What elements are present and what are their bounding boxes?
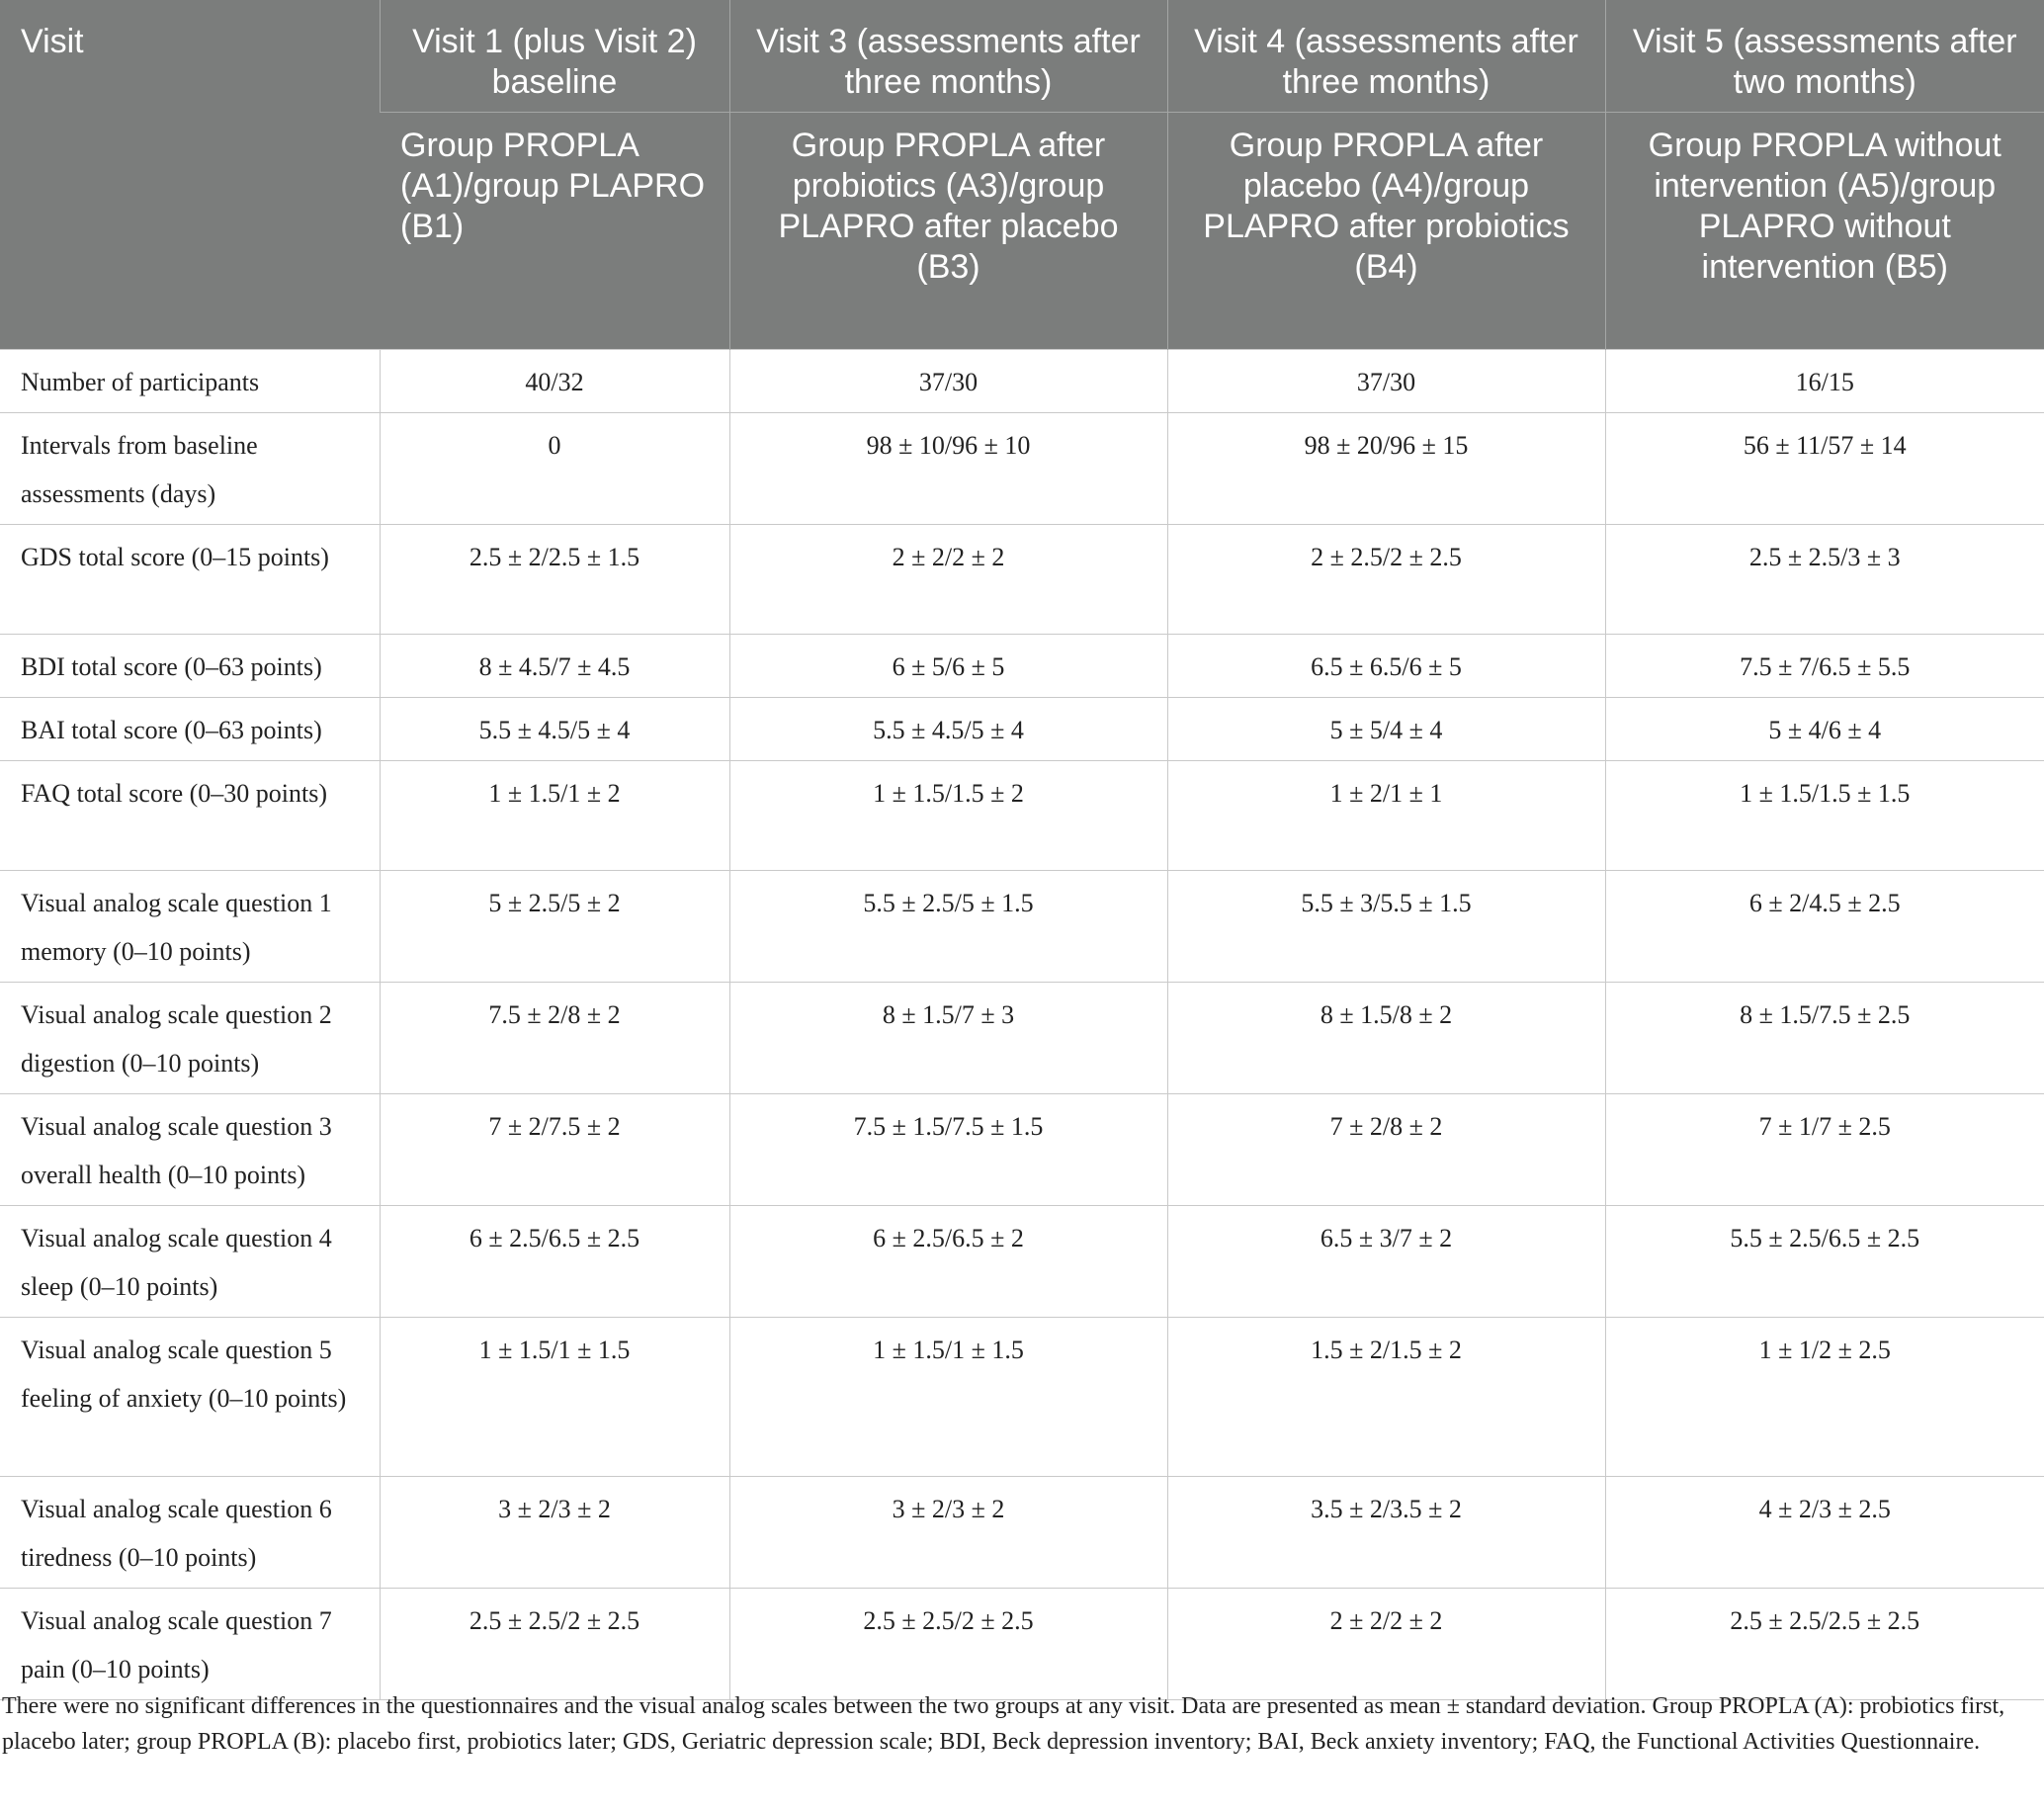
row-label: Visual analog scale question 6 tiredness (0–10 points) [0, 1476, 380, 1588]
row-label: Intervals from baseline assessments (days) [0, 412, 380, 524]
table-row [0, 1205, 2044, 1317]
cell-value: 16/15 [1605, 349, 2044, 412]
row-label: Visual analog scale question 7 pain (0–10 points) [0, 1588, 380, 1699]
cell-value: 5.5 ± 2.5/5 ± 1.5 [729, 870, 1167, 982]
header-visit-4: Visit 4 (assessments after three months) [1167, 0, 1605, 112]
table-row [0, 982, 2044, 1093]
row-label: Visual analog scale question 3 overall health (0–10 points) [0, 1093, 380, 1205]
cell-value: 1 ± 2/1 ± 1 [1167, 760, 1605, 870]
row-label: BAI total score (0–63 points) [0, 697, 380, 760]
header-visit-label: Visit [0, 0, 380, 349]
row-label: Visual analog scale question 4 sleep (0–10 points) [0, 1205, 380, 1317]
cell-value: 5.5 ± 4.5/5 ± 4 [729, 697, 1167, 760]
header-visit-1: Visit 1 (plus Visit 2) baseline [380, 0, 729, 112]
cell-value: 98 ± 20/96 ± 15 [1167, 412, 1605, 524]
cell-value: 2 ± 2.5/2 ± 2.5 [1167, 524, 1605, 634]
row-label: BDI total score (0–63 points) [0, 634, 380, 697]
cell-value: 1 ± 1.5/1.5 ± 2 [729, 760, 1167, 870]
table-row [0, 412, 2044, 524]
cell-value: 1.5 ± 2/1.5 ± 2 [1167, 1317, 1605, 1476]
cell-value: 1 ± 1.5/1 ± 1.5 [729, 1317, 1167, 1476]
row-label: Number of participants [0, 349, 380, 412]
cell-value: 6.5 ± 3/7 ± 2 [1167, 1205, 1605, 1317]
cell-value: 37/30 [729, 349, 1167, 412]
cell-value: 56 ± 11/57 ± 14 [1605, 412, 2044, 524]
table-row [0, 1588, 2044, 1699]
header-group-visit-3: Group PROPLA after probiotics (A3)/group PLAPRO after placebo (B3) [729, 112, 1167, 349]
table-row [0, 1093, 2044, 1205]
cell-value: 6 ± 2.5/6.5 ± 2 [729, 1205, 1167, 1317]
cell-value: 7.5 ± 7/6.5 ± 5.5 [1605, 634, 2044, 697]
cell-value: 1 ± 1.5/1 ± 1.5 [380, 1317, 729, 1476]
row-label: Visual analog scale question 1 memory (0–10 points) [0, 870, 380, 982]
header-visit-5: Visit 5 (assessments after two months) [1605, 0, 2044, 112]
cell-value: 8 ± 1.5/7.5 ± 2.5 [1605, 982, 2044, 1093]
cell-value: 3.5 ± 2/3.5 ± 2 [1167, 1476, 1605, 1588]
cell-value: 2.5 ± 2.5/2.5 ± 2.5 [1605, 1588, 2044, 1699]
cell-value: 6 ± 2.5/6.5 ± 2.5 [380, 1205, 729, 1317]
cell-value: 1 ± 1.5/1 ± 2 [380, 760, 729, 870]
cell-value: 5 ± 2.5/5 ± 2 [380, 870, 729, 982]
table-row [0, 524, 2044, 634]
cell-value: 6 ± 2/4.5 ± 2.5 [1605, 870, 2044, 982]
cell-value: 5 ± 4/6 ± 4 [1605, 697, 2044, 760]
cell-value: 6 ± 5/6 ± 5 [729, 634, 1167, 697]
cell-value: 7 ± 2/8 ± 2 [1167, 1093, 1605, 1205]
cell-value: 37/30 [1167, 349, 1605, 412]
header-group-visit-5: Group PROPLA without intervention (A5)/group PLAPRO without intervention (B5) [1605, 112, 2044, 349]
row-label: FAQ total score (0–30 points) [0, 760, 380, 870]
header-row-visits [0, 0, 2044, 112]
table-body [0, 349, 2044, 1699]
cell-value: 5.5 ± 2.5/6.5 ± 2.5 [1605, 1205, 2044, 1317]
cell-value: 2.5 ± 2.5/2 ± 2.5 [380, 1588, 729, 1699]
cell-value: 7.5 ± 2/8 ± 2 [380, 982, 729, 1093]
cell-value: 5 ± 5/4 ± 4 [1167, 697, 1605, 760]
cell-value: 2.5 ± 2.5/2 ± 2.5 [729, 1588, 1167, 1699]
cell-value: 2.5 ± 2/2.5 ± 1.5 [380, 524, 729, 634]
table-footnote: There were no significant differences in the questionnaires and the visual analog scales between the two groups at any visit. Data are presented as mean ± standard deviation. Group PROPLA (A): probiotics first, placebo later; group PROPLA (B): placebo first, probiotics later; GDS, Geriatric depression scale; BDI, Beck depression inventory; BAI, Beck anxiety inventory; FAQ, the Functional Activities Questionnaire. [2, 1693, 2005, 1755]
cell-value: 8 ± 1.5/7 ± 3 [729, 982, 1167, 1093]
cell-value: 1 ± 1/2 ± 2.5 [1605, 1317, 2044, 1476]
cell-value: 1 ± 1.5/1.5 ± 1.5 [1605, 760, 2044, 870]
cell-value: 6.5 ± 6.5/6 ± 5 [1167, 634, 1605, 697]
cell-value: 40/32 [380, 349, 729, 412]
table-header [0, 0, 2044, 349]
cell-value: 8 ± 4.5/7 ± 4.5 [380, 634, 729, 697]
cell-value: 3 ± 2/3 ± 2 [380, 1476, 729, 1588]
table-row [0, 1476, 2044, 1588]
table-row [0, 634, 2044, 697]
row-label: Visual analog scale question 2 digestion (0–10 points) [0, 982, 380, 1093]
cell-value: 2.5 ± 2.5/3 ± 3 [1605, 524, 2044, 634]
cell-value: 7 ± 1/7 ± 2.5 [1605, 1093, 2044, 1205]
table-row [0, 349, 2044, 412]
cell-value: 2 ± 2/2 ± 2 [729, 524, 1167, 634]
cell-value: 0 [380, 412, 729, 524]
cell-value: 3 ± 2/3 ± 2 [729, 1476, 1167, 1588]
header-visit-3: Visit 3 (assessments after three months) [729, 0, 1167, 112]
cell-value: 2 ± 2/2 ± 2 [1167, 1588, 1605, 1699]
cell-value: 8 ± 1.5/8 ± 2 [1167, 982, 1605, 1093]
table-row [0, 760, 2044, 870]
row-label: Visual analog scale question 5 feeling of anxiety (0–10 points) [0, 1317, 380, 1476]
table-row [0, 697, 2044, 760]
table-row [0, 1317, 2044, 1476]
row-label: GDS total score (0–15 points) [0, 524, 380, 634]
header-group-visit-1: Group PROPLA (A1)/group PLAPRO (B1) [380, 112, 729, 349]
cell-value: 4 ± 2/3 ± 2.5 [1605, 1476, 2044, 1588]
cell-value: 98 ± 10/96 ± 10 [729, 412, 1167, 524]
cell-value: 7.5 ± 1.5/7.5 ± 1.5 [729, 1093, 1167, 1205]
cell-value: 7 ± 2/7.5 ± 2 [380, 1093, 729, 1205]
table-row [0, 870, 2044, 982]
header-group-visit-4: Group PROPLA after placebo (A4)/group PLAPRO after probiotics (B4) [1167, 112, 1605, 349]
cell-value: 5.5 ± 4.5/5 ± 4 [380, 697, 729, 760]
cell-value: 5.5 ± 3/5.5 ± 1.5 [1167, 870, 1605, 982]
